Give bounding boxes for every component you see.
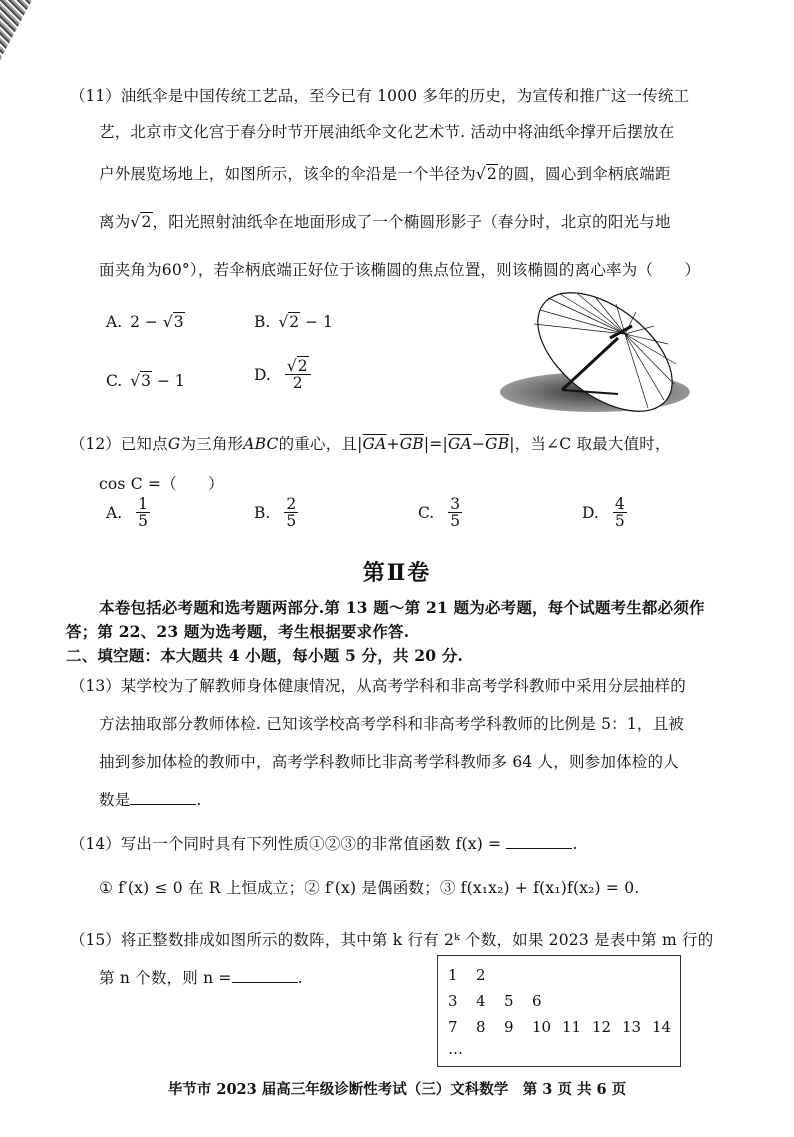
q13-answer-blank[interactable]: [130, 790, 196, 805]
q15-line-2: 第 n 个数，则 n = .: [99, 969, 303, 987]
q12-option-a[interactable]: A. $\frac{1}{5}$: [106, 495, 148, 531]
q15-answer-blank[interactable]: [232, 968, 298, 983]
q11-line-2: 艺，北京市文化宫于春分时节开展油纸伞文化艺术节. 活动中将油纸伞撑开后摆放在: [99, 123, 675, 141]
fill-in-header: 二、填空题：本大题共 4 小题，每小题 5 分，共 20 分.: [66, 646, 464, 665]
scan-corner-mark: [0, 0, 32, 60]
q11-line-4: 离为√2，阳光照射油纸伞在地面形成了一个椭圆形影子（春分时，北京的阳光与地: [99, 213, 671, 231]
q13-line-3: 抽到参加体检的教师中，高考学科教师比非高考学科教师多 64 人，则参加体检的人: [99, 753, 679, 771]
q12-option-c[interactable]: C. $\frac{3}{5}$: [418, 495, 461, 531]
page-footer: 毕节市 2023 届高三年级诊断性考试（三）文科数学 第 3 页 共 6 页: [167, 1081, 627, 1098]
array-row-2: 3 4 5 6: [448, 992, 542, 1010]
sqrt-symbol: √2: [475, 165, 497, 183]
array-row-3: 7 8 9 10 11 12 13 14: [448, 1018, 672, 1036]
q12-line-2: cos C =（ ）: [99, 475, 224, 493]
sqrt-symbol: √2: [130, 213, 152, 231]
q11-number: （11）: [70, 87, 121, 105]
umbrella-figure: [500, 290, 690, 420]
q11-option-d[interactable]: D. $\frac{√2}{2}$: [254, 358, 311, 392]
q13-line-4: 数是 .: [99, 791, 202, 809]
section-intro-1: 本卷包括必考题和选考题两部分.第 13 题～第 21 题为必考题，每个试题考生都必须作: [99, 598, 705, 617]
q11-line-3: 户外展览场地上，如图所示，该伞的伞沿是一个半径为√2的圆，圆心到伞柄底端距: [99, 165, 671, 183]
array-row-4: …: [448, 1040, 463, 1058]
q11-option-c[interactable]: C. √3 − 1: [106, 372, 185, 390]
section-intro-2: 答；第 22、23 题为选考题，考生根据要求作答.: [66, 622, 410, 641]
q13-line-1: （13）某学校为了解教师身体健康情况，从高考学科和非高考学科教师中采用分层抽样的: [70, 677, 686, 695]
array-row-1: 1 2: [448, 966, 486, 984]
q14-line-1: （14）写出一个同时具有下列性质①②③的非常值函数 f(x) = .: [70, 835, 578, 853]
q13-line-2: 方法抽取部分教师体检. 已知该学校高考学科和非高考学科教师的比例是 5：1，且被: [99, 715, 685, 733]
q14-line-2: ① f′(x) ≤ 0 在 R 上恒成立；② f′(x) 是偶函数；③ f(x₁x₂) + f(x₁)f(x₂) = 0.: [99, 879, 640, 897]
q12-option-d[interactable]: D. $\frac{4}{5}$: [582, 495, 625, 531]
number-array-box: [437, 955, 681, 1067]
q11-line-1: （11）油纸伞是中国传统工艺品，至今已有 1000 多年的历史，为宣传和推广这一传统工: [70, 87, 690, 105]
q11-line-5: 面夹角为60°），若伞柄底端正好位于该椭圆的焦点位置，则该椭圆的离心率为（ ）: [99, 261, 701, 279]
section-title: 第Ⅱ卷: [362, 560, 432, 586]
q11-option-b[interactable]: B. √2 − 1: [254, 313, 333, 331]
q14-answer-blank[interactable]: [506, 834, 572, 849]
q15-line-1: （15）将正整数排成如图所示的数阵，其中第 k 行有 2ᵏ 个数，如果 2023 是表中第 m 行的: [70, 931, 714, 949]
q12-line-1: （12）已知点G为三角形ABC的重心，且$|\overline{GA}+\overline{GB}|=|\overline{GA}-\overline{GB}|$，当∠C 取最大值时，: [70, 435, 671, 453]
q12-option-b[interactable]: B. $\frac{2}{5}$: [254, 495, 297, 531]
q11-option-a[interactable]: A. 2 − √3: [106, 313, 184, 331]
